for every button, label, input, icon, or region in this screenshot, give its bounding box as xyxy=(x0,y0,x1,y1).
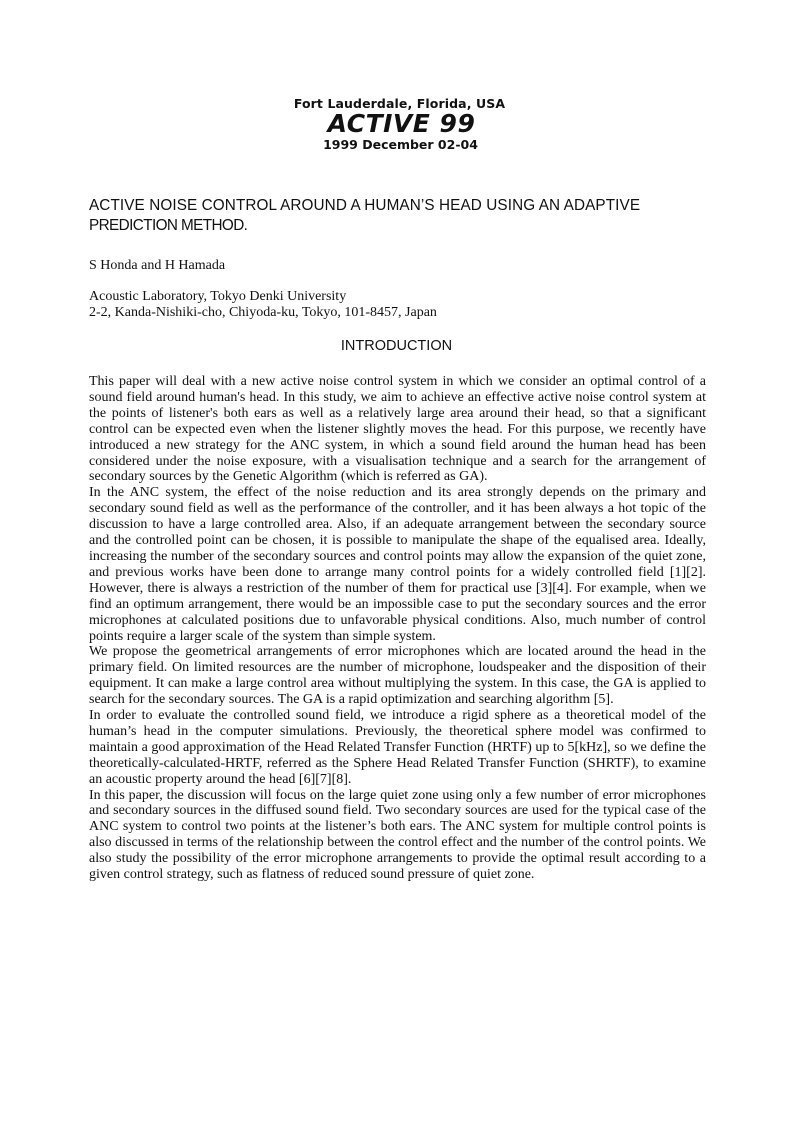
conference-name: ACTIVE 99 xyxy=(327,109,476,138)
body-paragraph: In order to evaluate the controlled sound field, we introduce a rigid sphere as a theoretical model of the human’s head in the computer simulations. Previously, the theoretical sphere model was confirmed to maintain a good approximation of the Head Related Transfer Function (HRTF) up to 5[kHz], so we define the theoretically-calculated-HRTF, referred as the Sphere Head Related Transfer Function (SHRTF), to examine an acoustic property around the head [6][7][8]. xyxy=(89,708,706,787)
author-affiliation xyxy=(89,289,437,321)
paper-title-line-2: PREDICTION METHOD. xyxy=(89,217,248,234)
body-paragraph: This paper will deal with a new active noise control system in which we consider an optimal control of a sound field around human's head. In this study, we aim to achieve an effective active noise control system at the points of listener's both ears as well as a relatively large area around their head, so that a significant control can be expected even when the listener slightly moves the head. For this purpose, we recently have introduced a new strategy for the ANC system, in which a sound field around the human head has been considered under the noise exposure, with a visualisation technique and a search for the arrangement of secondary sources by the Genetic Algorithm (which is referred as GA). xyxy=(89,374,706,485)
conference-location: Fort Lauderdale, Florida, USA xyxy=(293,96,506,111)
paper-title xyxy=(89,196,719,236)
introduction-body xyxy=(89,374,706,883)
body-paragraph: In this paper, the discussion will focus on the large quiet zone using only a few number of error microphones and secondary sources in the diffused sound field. Two secondary sources are used for the typical case of the ANC system to control two points at the listener’s both ears. The ANC system for multiple control points is also discussed in terms of the relationship between the control effect and the number of the control points. We also study the possibility of the error microphone arrangements to provide the optimal result according to a given control strategy, such as flatness of reduced sound pressure of quiet zone. xyxy=(89,787,706,883)
conference-header xyxy=(0,96,793,152)
affiliation-line-2: 2-2, Kanda-Nishiki-cho, Chiyoda-ku, Tokyo, 101-8457, Japan xyxy=(89,305,437,320)
affiliation-line-1: Acoustic Laboratory, Tokyo Denki University xyxy=(89,289,347,304)
section-heading-introduction: INTRODUCTION xyxy=(340,338,453,354)
paper-authors: S Honda and H Hamada xyxy=(89,258,226,273)
conference-date: 1999 December 02-04 xyxy=(323,137,478,152)
body-paragraph: In the ANC system, the effect of the noise reduction and its area strongly depends on the primary and secondary sound field as well as the performance of the controller, and it has been always a hot topic of the discussion to have a large controlled area. Also, if an adequate arrangement between the secondary source and the controlled point can be chosen, it is possible to manipulate the shape of the equalised area. Ideally, increasing the number of the secondary sources and control points may allow the expansion of the quiet zone, and previous works have been done to arrange many control points for a widely controlled field [1][2]. However, there is always a restriction of the number of them for practical use [3][4]. For example, when we find an optimum arrangement, there would be an impossible case to put the secondary sources and the error microphones at calculated positions due to unfavorable physical conditions. Also, much number of control points require a larger scale of the system than simple system. xyxy=(89,485,706,644)
body-paragraph: We propose the geometrical arrangements of error microphones which are located around the head in the primary field. On limited resources are the number of microphone, loudspeaker and the disposition of their equipment. It can make a large control area without multiplying the system. In this case, the GA is applied to search for the secondary sources. The GA is a rapid optimization and searching algorithm [5]. xyxy=(89,644,706,708)
paper-title-line-1: ACTIVE NOISE CONTROL AROUND A HUMAN’S HEAD USING AN ADAPTIVE xyxy=(89,197,641,214)
